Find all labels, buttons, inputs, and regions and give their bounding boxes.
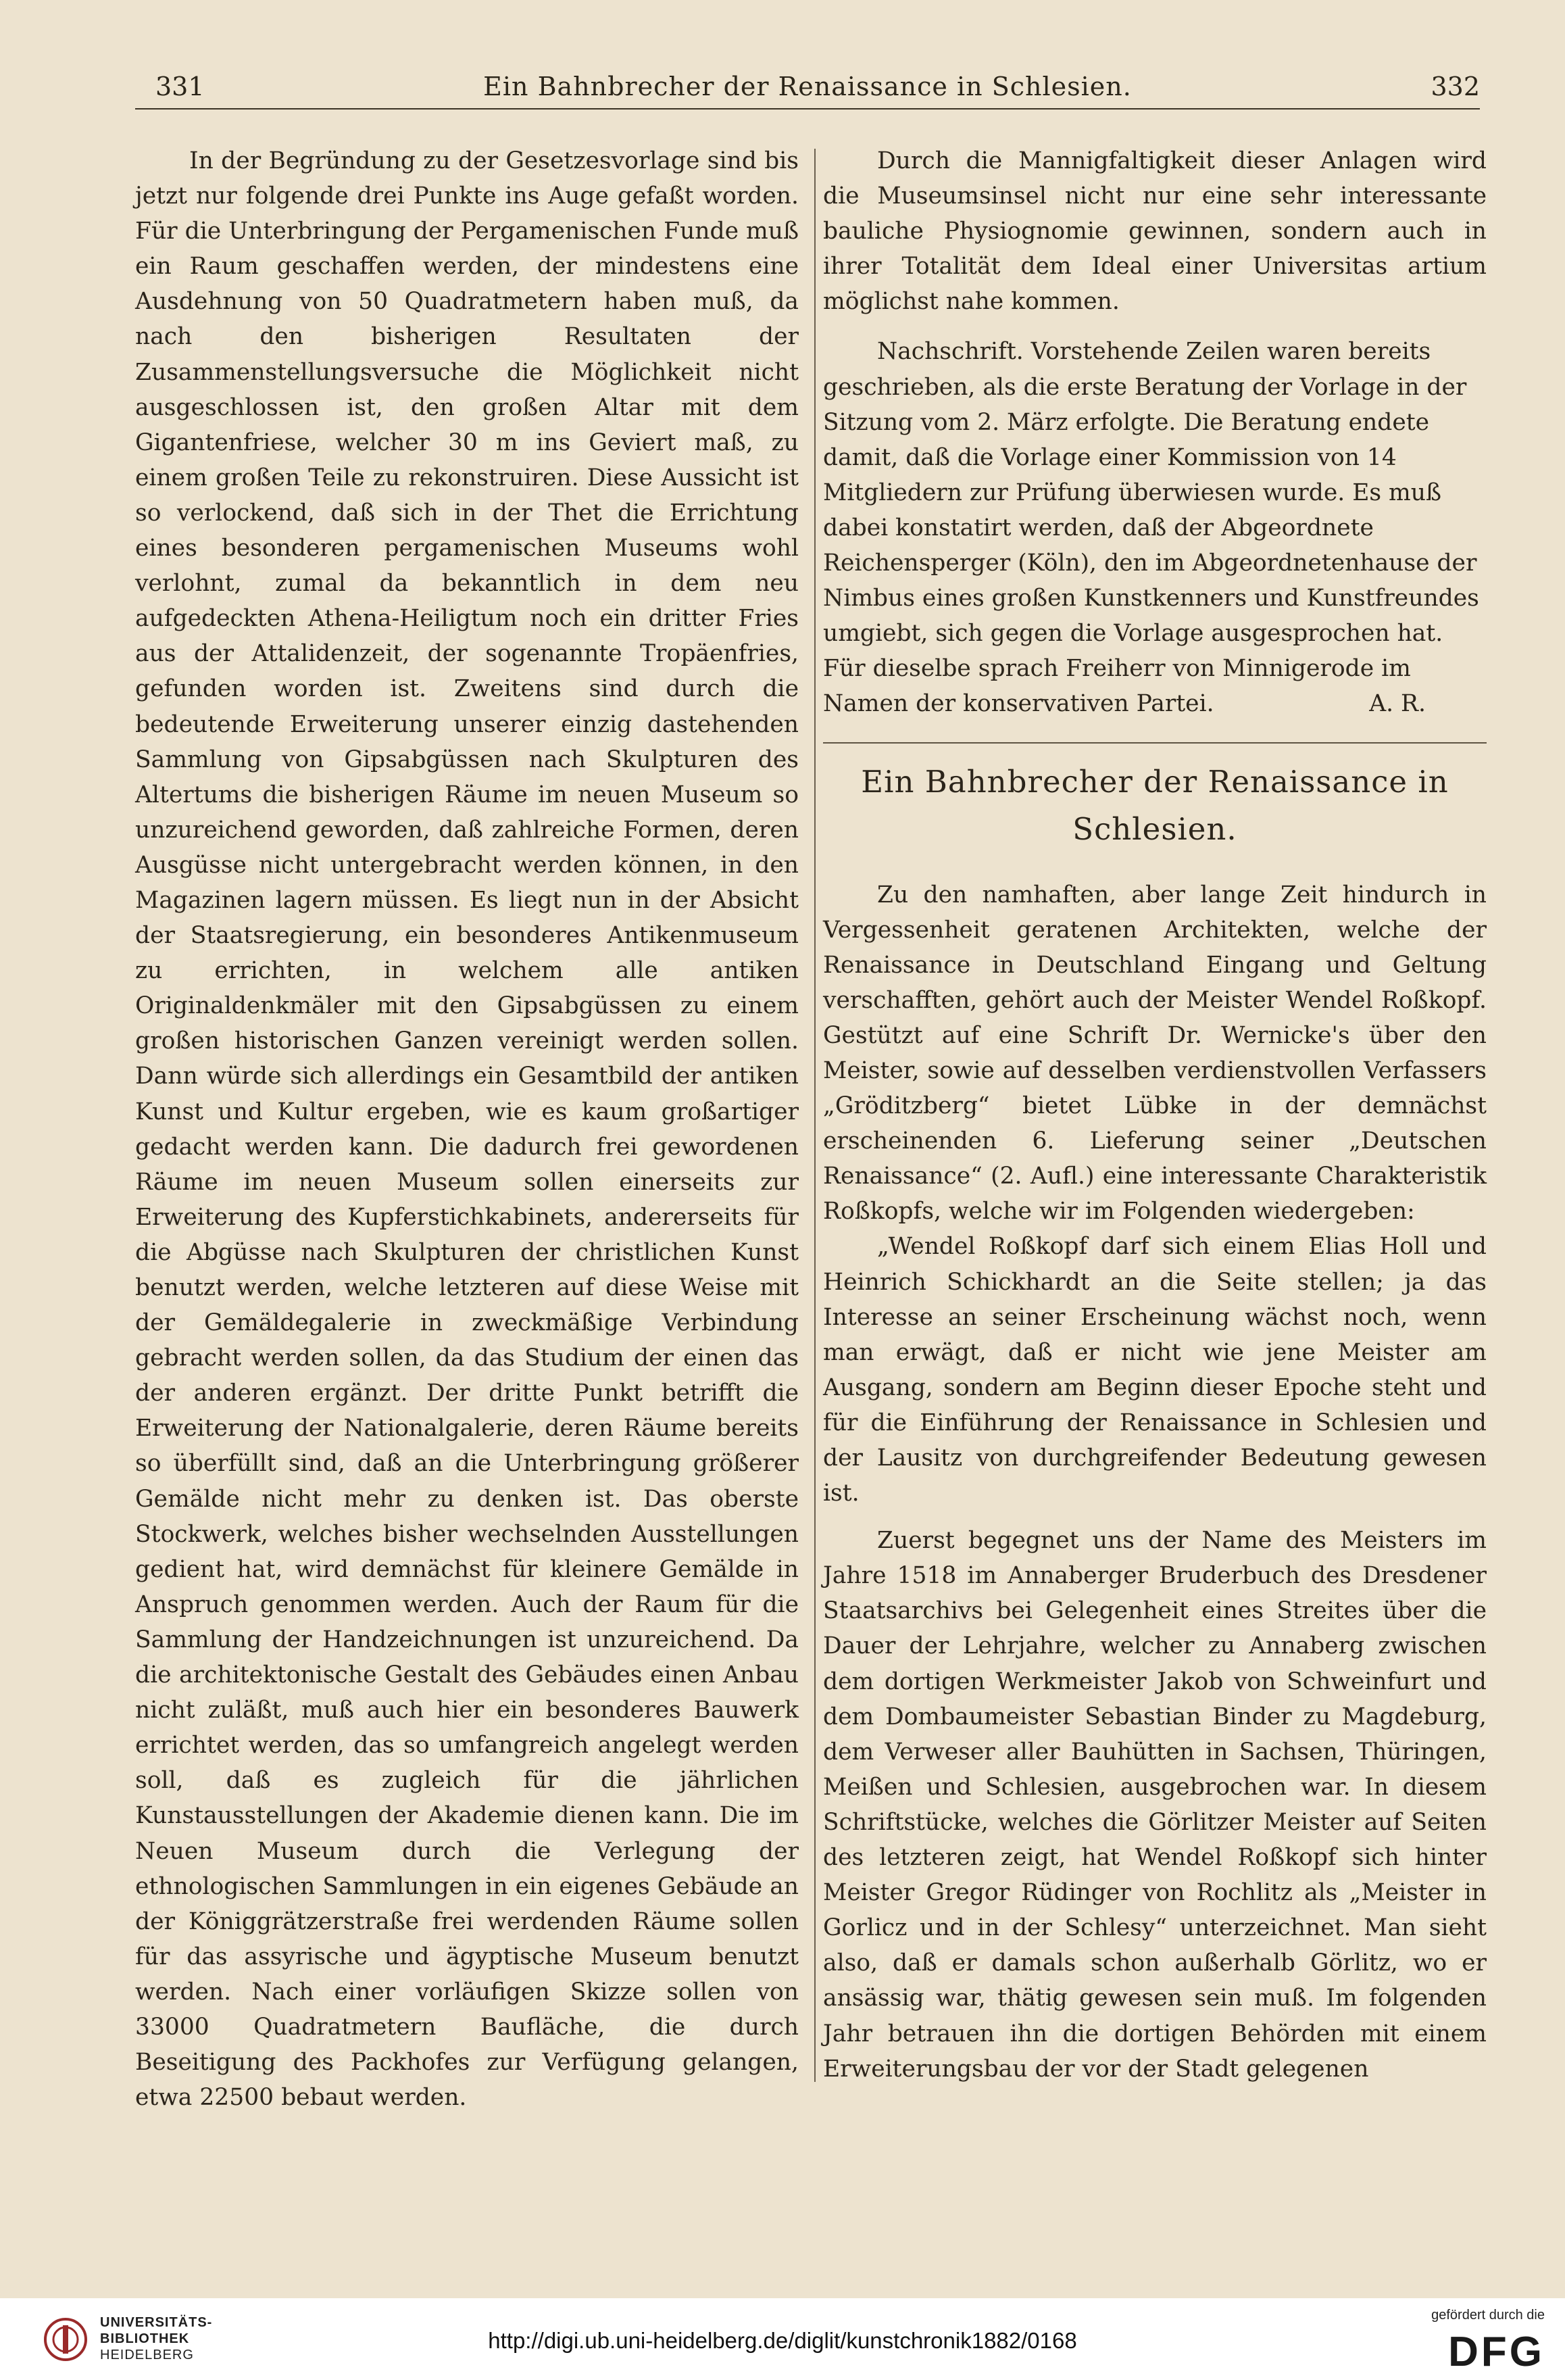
dfg-logo: DFG: [1448, 2329, 1545, 2375]
page-number-left: 331: [155, 72, 205, 101]
article-separator: [823, 742, 1487, 744]
author-signature: A. R.: [1369, 690, 1426, 718]
postscript-text: Nachschrift. Vorstehende Zeilen waren bereits geschrieben, als die erste Beratung der Vorlage in der Sitzung vom 2. März erfolgte. Die Beratung endete damit, daß die Vorlage einer Kommission von 14 Mitgliedern zur Prüfung überwiesen wurde. Es muß dabei konstatirt werden, daß der Abgeordnete Reichensperger (Köln), den im Abgeordnetenhause der Nimbus eines großen Kunstkenners und Kunstfreundes umgiebt, sich gegen die Vorlage ausgesprochen hat. Für dieselbe sprach Freiherr von Minnigerode im Namen der konservativen Partei.: [823, 338, 1479, 718]
paragraph: „Wendel Roßkopf darf sich einem Elias Holl und Heinrich Schickhardt an die Seite stellen; ja das Interesse an seiner Erscheinung wächst noch, wenn man erwägt, daß er nicht wie jene Meister am Ausgang, sondern am Beginn dieser Epoche steht und für die Einführung der Renaissance in Schlesien und der Lausitz von durchgreifender Bedeutung gewesen ist.: [823, 1233, 1487, 1507]
left-column: [135, 143, 799, 2115]
header-rule: [135, 108, 1480, 110]
paragraph: In der Begründung zu der Gesetzesvorlage sind bis jetzt nur folgende drei Punkte ins Auge gefaßt worden. Für die Unterbringung der Pergamenischen Funde muß ein Raum geschaffen werden, der mindestens eine Ausdehnung von 50 Quadratmetern haben muß, da nach den bisherigen Resultaten der Zusammenstellungsversuche die Möglichkeit nicht ausgeschlossen ist, den großen Altar mit dem Gigantenfriese, welcher 30 m ins Geviert maß, zu einem großen Teile zu rekonstruiren. Diese Aussicht ist so verlockend, daß sich in der Thet die Errichtung eines besonderen pergamenischen Museums wohl verlohnt, zumal da bekanntlich in dem neu aufgedeckten Athena-Heiligtum noch ein dritter Fries aus der Attalidenzeit, der sogenannte Tropäenfries, gefunden worden ist. Zweitens sind durch die bedeutende Erweiterung unserer einzig dastehenden Sammlung von Gipsabgüssen nach Skulpturen des Altertums die bisherigen Räume im neuen Museum so unzureichend geworden, daß zahlreiche Formen, deren Ausgüsse nicht untergebracht werden können, in den Magazinen lagern müssen. Es liegt nun in der Absicht der Staatsregierung, ein besonderes Antikenmuseum zu errichten, in welchem alle antiken Originaldenkmäler mit den Gipsabgüssen zu einem großen historischen Ganzen vereinigt werden sollen. Dann würde sich allerdings ein Gesamtbild der antiken Kunst und Kultur ergeben, wie es kaum großartiger gedacht werden kann. Die dadurch frei gewordenen Räume im neuen Museum sollen einerseits zur Erweiterung des Kupferstichkabinets, andererseits für die Abgüsse nach Skulpturen der christlichen Kunst benutzt werden, welche letzteren auf diese Weise mit der Gemäldegalerie in zweckmäßige Verbindung gebracht werden sollen, da das Studium der einen das der anderen ergänzt. Der dritte Punkt betrifft die Erweiterung der Nationalgalerie, deren Räume bereits so überfüllt sind, daß an die Unterbringung größerer Gemälde nicht mehr zu denken ist. Das oberste Stockwerk, welches bisher wechselnden Ausstellungen gedient hat, wird demnächst für kleinere Gemälde in Anspruch genommen werden. Auch der Raum für die Sammlung der Handzeichnungen ist unzureichend. Da die architektonische Gestalt des Gebäudes einen Anbau nicht zuläßt, muß auch hier ein besonderes Bauwerk errichtet werden, das so umfangreich angelegt werden soll, daß es zugleich für die jährlichen Kunstausstellungen der Akademie dienen kann. Die im Neuen Museum durch die Verlegung der ethnologischen Sammlungen in ein eigenes Gebäude an der Königgrätzerstraße frei werdenden Räume sollen für das assyrische und ägyptische Museum benutzt werden. Nach einer vorläufigen Skizze sollen von 33000 Quadratmetern Baufläche, die durch Beseitigung des Packhofes zur Verfügung gelangen, etwa 22500 bebaut werden.: [135, 147, 799, 2112]
library-line: BIBLIOTHEK: [100, 2331, 190, 2346]
footer-bar: [0, 2298, 1565, 2380]
page-number-right: 332: [1431, 72, 1480, 101]
paragraph: Zu den namhaften, aber lange Zeit hindurch in Vergessenheit geratenen Architekten, welche der Renaissance in Deutschland Eingang und Geltung verschafften, gehört auch der Meister Wendel Roßkopf. Gestützt auf eine Schrift Dr. Wernicke's über den Meister, sowie auf desselben verdienstvollen Verfassers „Gröditzberg“ bietet Lübke in der demnächst erscheinenden 6. Lieferung seiner „Deutschen Renaissance“ (2. Aufl.) eine interessante Charakteristik Roßkopfs, welche wir im Folgenden wiedergeben:: [823, 881, 1487, 1225]
article-title: Ein Bahnbrecher der Renaissance in Schlesien.: [861, 763, 1449, 847]
funded-by-label: gefördert durch die: [1431, 2308, 1545, 2323]
page-header: [135, 62, 1480, 107]
library-line: HEIDELBERG: [100, 2348, 194, 2362]
running-title: Ein Bahnbrecher der Renaissance in Schlesien.: [483, 72, 1132, 101]
postscript: [823, 334, 1487, 721]
paragraph: Zuerst begegnet uns der Name des Meisters im Jahre 1518 im Annaberger Bruderbuch des Dresdener Staatsarchivs bei Gelegenheit eines Streites über die Dauer der Lehrjahre, welcher zu Annaberg zwischen dem dortigen Werkmeister Jakob von Schweinfurt und dem Dombaumeister Sebastian Binder zu Magdeburg, dem Verweser aller Bauhütten in Sachsen, Thüringen, Meißen und Schlesien, ausgebrochen war. In diesem Schriftstücke, welches die Görlitzer Meister auf Seiten des letzteren zeigt, hat Wendel Roßkopf sich hinter Meister Gregor Rüdinger von Rochlitz als „Meister in Gorlicz und in der Schlesy“ unterzeichnet. Man sieht also, daß er damals schon außerhalb Görlitz, wo er ansässig war, thätig gewesen sein muß. Im folgenden Jahr betrauen ihn die dortigen Behörden mit einem Erweiterungsbau der vor der Stadt gelegenen: [823, 1527, 1487, 2083]
library-line: UNIVERSITÄTS-: [100, 2315, 213, 2330]
paragraph: Durch die Mannigfaltigkeit dieser Anlagen wird die Museumsinsel nicht nur eine sehr interessante bauliche Physiognomie gewinnen, sondern auch in ihrer Totalität dem Ideal einer Universitas artium möglichst nahe kommen.: [823, 147, 1487, 316]
column-divider: [814, 149, 816, 2082]
right-column: [823, 143, 1487, 2087]
permalink-url[interactable]: http://digi.ub.uni-heidelberg.de/diglit/kunstchronik1882/0168: [488, 2328, 1077, 2353]
